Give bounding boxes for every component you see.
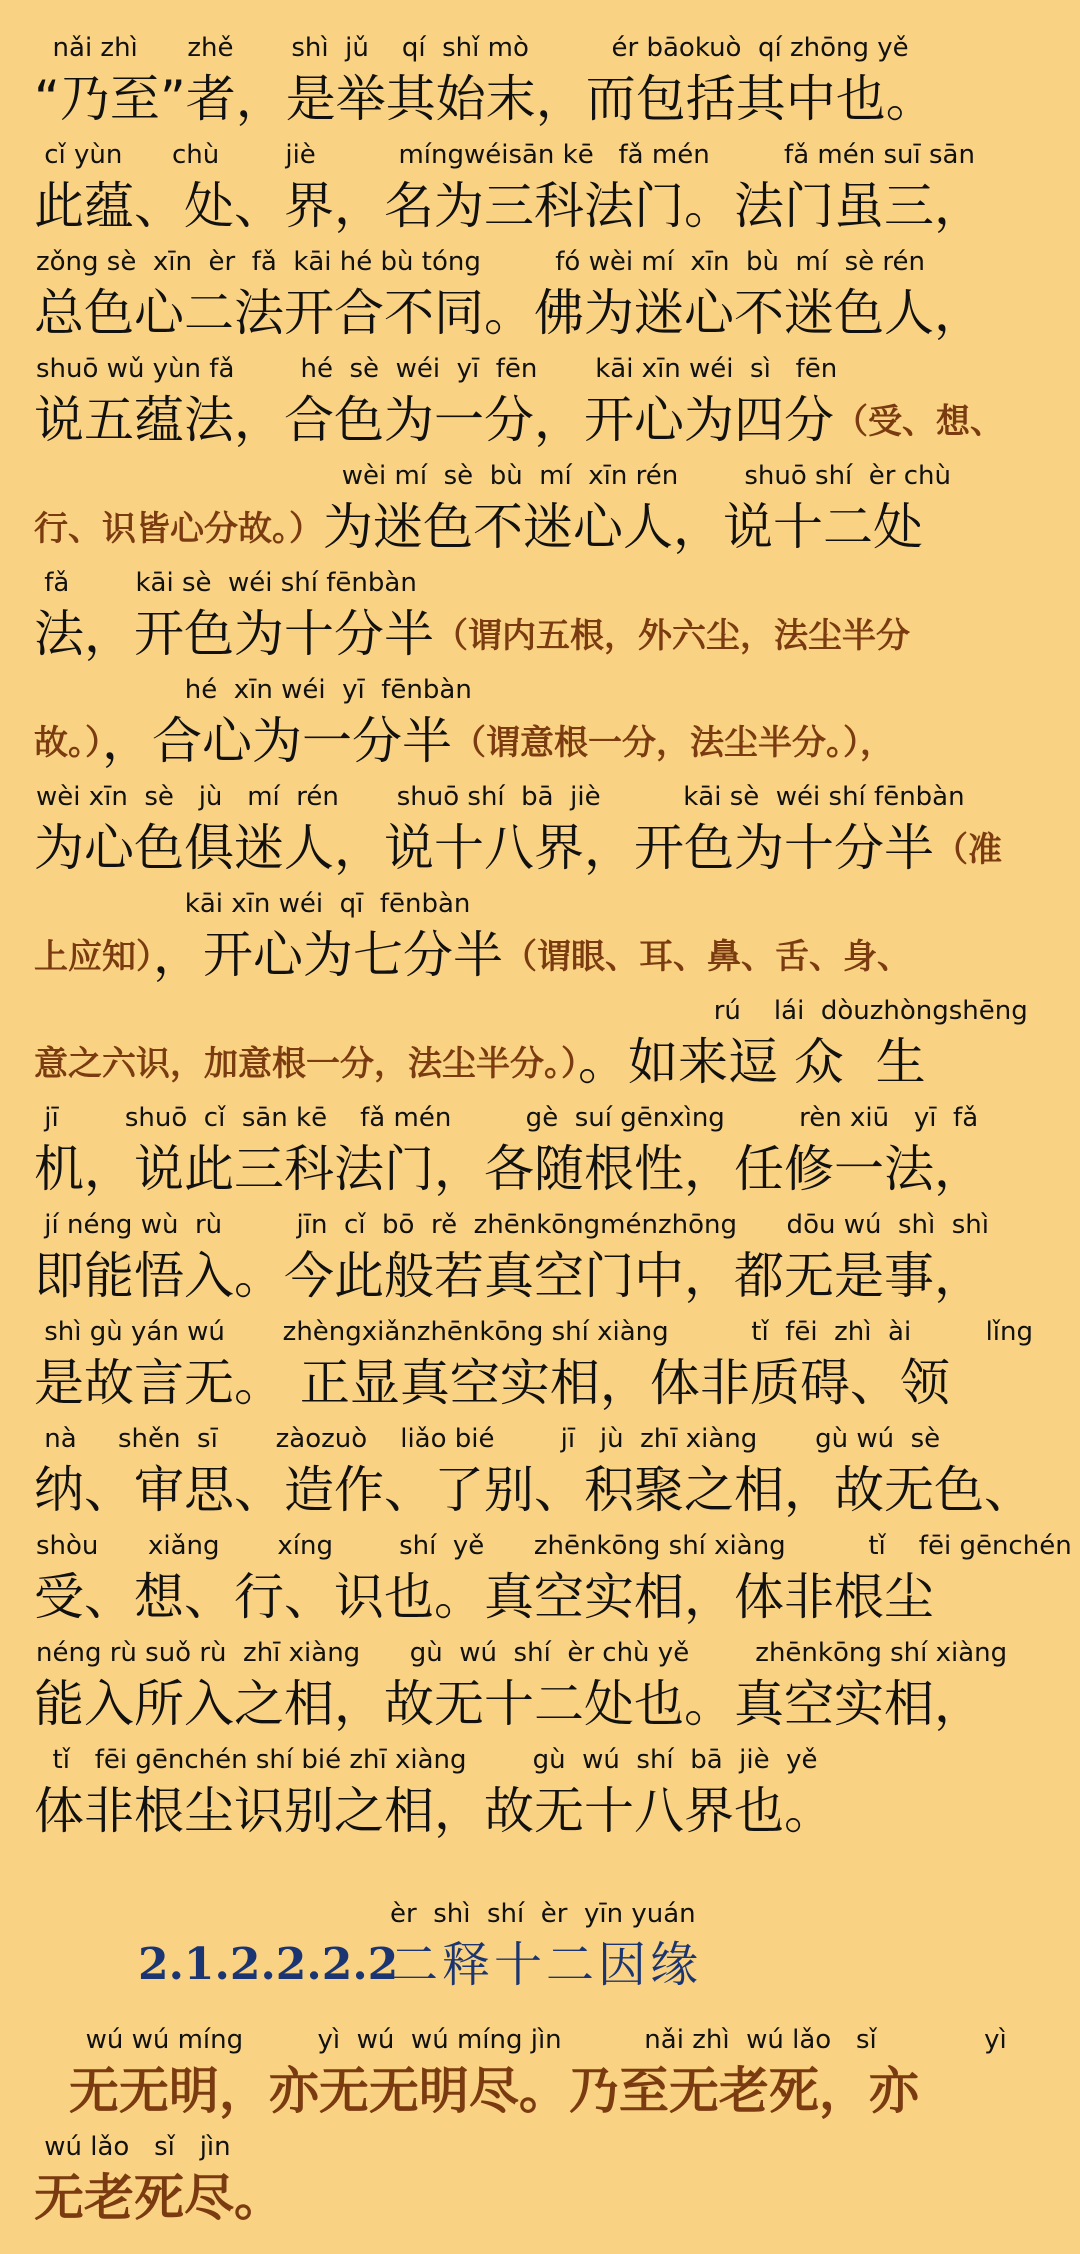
section-title: 二释十二因缘 bbox=[390, 1937, 703, 1993]
annotation-text: （谓眼、耳、鼻、舌、身、 bbox=[503, 937, 911, 977]
pinyin-line: tǐ fēi gēnchén shí bié zhī xiàng gù wú shí bā jiè yě bbox=[36, 1745, 818, 1775]
commentary-line bbox=[0, 993, 1080, 1095]
annotation-text: 上应知） bbox=[34, 937, 153, 977]
hanzi-line bbox=[0, 708, 1080, 774]
pinyin-line: néng rù suǒ rù zhī xiàng gù wú shí èr chù yě zhēnkōng shí xiàng bbox=[36, 1638, 1008, 1668]
body-text: 机，说此三科法门，各随根性，任修一法， bbox=[34, 1140, 984, 1198]
annotation-text: （准 bbox=[934, 830, 1002, 870]
pinyin-line: shòu xiǎng xíng shí yě zhēnkōng shí xiàng tǐ fēi gēnchén bbox=[36, 1531, 1072, 1561]
pinyin-line: shì gù yán wú zhèngxiǎnzhēnkōng shí xiàng tǐ fēi zhì ài lǐng bbox=[36, 1317, 1034, 1347]
hanzi-line bbox=[0, 1671, 1080, 1737]
body-text: 法，开色为十分半 bbox=[34, 605, 434, 663]
pinyin-line: nà shěn sī zàozuò liǎo bié jī jù zhī xiàng gù wú sè bbox=[36, 1424, 941, 1454]
pinyin-line: nǎi zhì zhě shì jǔ qí shǐ mò ér bāokuò qí zhōng yě bbox=[36, 33, 909, 63]
body-text: 此蕴、处、界，名为三科法门。法门虽三， bbox=[34, 177, 984, 235]
body-text: 即能悟入。今此般若真空门中，都无是事， bbox=[34, 1247, 984, 1305]
annotation-text: （谓内五根，外六尘，法尘半分 bbox=[434, 616, 910, 656]
body-text: 受、想、行、识也。真空实相，体非根尘 bbox=[34, 1568, 934, 1626]
sutra-pinyin: wú lǎo sǐ jìn bbox=[36, 2132, 231, 2162]
body-text: 说五蕴法，合色为一分，开心为四分 bbox=[34, 391, 834, 449]
annotation-text: 行、识皆心分故。） bbox=[34, 509, 323, 549]
commentary-line bbox=[0, 1528, 1080, 1630]
body-text: 是故言无。 正显真空实相，体非质碍、领 bbox=[34, 1354, 950, 1412]
commentary-line bbox=[0, 1100, 1080, 1202]
body-text: 。如来逗 众 生 bbox=[578, 1033, 926, 1091]
hanzi-line bbox=[0, 1778, 1080, 1844]
pinyin-line: wèi xīn sè jù mí rén shuō shí bā jiè kāi sè wéi shí fēnbàn bbox=[36, 782, 965, 812]
hanzi-line bbox=[0, 1243, 1080, 1309]
pinyin-line: cǐ yùn chù jiè míngwéisān kē fǎ mén fǎ mén suī sān bbox=[36, 140, 975, 170]
hanzi-line bbox=[0, 815, 1080, 881]
sutra-text: 无老死尽。 bbox=[34, 2168, 284, 2227]
sutra-line bbox=[0, 2022, 1080, 2124]
commentary-line bbox=[0, 1314, 1080, 1416]
pinyin-line: rú lái dòuzhòngshēng bbox=[36, 996, 1028, 1026]
hanzi-line bbox=[0, 1457, 1080, 1523]
body-text: ，合心为一分半 bbox=[102, 712, 452, 770]
commentary-line bbox=[0, 886, 1080, 988]
pinyin-line: jī shuō cǐ sān kē fǎ mén gè suí gēnxìng rèn xiū yī fǎ bbox=[36, 1103, 979, 1133]
sutra-text: 无无明，亦无无明尽。乃至无老死，亦 bbox=[34, 2061, 919, 2120]
commentary-line bbox=[0, 1207, 1080, 1309]
body-text: ，开心为七分半 bbox=[153, 926, 503, 984]
commentary-line bbox=[0, 30, 1080, 132]
body-text: 为心色俱迷人，说十八界，开色为十分半 bbox=[34, 819, 934, 877]
pinyin-line: kāi xīn wéi qī fēnbàn bbox=[36, 889, 471, 919]
pinyin-line: wèi mí sè bù mí xīn rén shuō shí èr chù bbox=[36, 461, 952, 491]
commentary-line bbox=[0, 672, 1080, 774]
commentary-line bbox=[0, 1421, 1080, 1523]
hanzi-line bbox=[0, 66, 1080, 132]
hanzi-line bbox=[0, 387, 1080, 453]
commentary-line bbox=[0, 565, 1080, 667]
hanzi-line bbox=[0, 280, 1080, 346]
sutra-pinyin: wú wú míng yì wú wú míng jìn nǎi zhì wú lǎo sǐ yì bbox=[36, 2025, 1007, 2055]
hanzi-line bbox=[0, 1029, 1080, 1095]
pinyin-line: shuō wǔ yùn fǎ hé sè wéi yī fēn kāi xīn wéi sì fēn bbox=[36, 354, 838, 384]
hanzi-line bbox=[0, 1564, 1080, 1630]
section-pinyin: èr shì shí èr yīn yuán bbox=[390, 1899, 696, 1929]
annotation-text: 故。） bbox=[34, 723, 102, 763]
body-text: 纳、审思、造作、了别、积聚之相，故无色、 bbox=[34, 1461, 1034, 1519]
hanzi-line bbox=[0, 1136, 1080, 1202]
pinyin-line: zǒng sè xīn èr fǎ kāi hé bù tóng fó wèi mí xīn bù mí sè rén bbox=[36, 247, 926, 277]
commentary-line bbox=[0, 244, 1080, 346]
pinyin-line: fǎ kāi sè wéi shí fēnbàn bbox=[36, 568, 417, 598]
commentary-line bbox=[0, 779, 1080, 881]
commentary-line bbox=[0, 458, 1080, 560]
annotation-text: （谓意根一分，法尘半分。）， bbox=[452, 723, 894, 763]
sutra-line bbox=[0, 2129, 1080, 2231]
commentary-line bbox=[0, 1635, 1080, 1737]
body-text: 总色心二法开合不同。佛为迷心不迷色人， bbox=[34, 284, 984, 342]
hanzi-line bbox=[0, 494, 1080, 560]
annotation-text: （受、想、 bbox=[834, 402, 1004, 442]
hanzi-line bbox=[0, 922, 1080, 988]
section-heading bbox=[0, 1896, 1080, 1998]
annotation-text: 意之六识，加意根一分，法尘半分。） bbox=[34, 1044, 578, 1084]
body-text: 体非根尘识别之相，故无十八界也。 bbox=[34, 1782, 834, 1840]
pinyin-line: hé xīn wéi yī fēnbàn bbox=[36, 675, 472, 705]
hanzi-line bbox=[0, 173, 1080, 239]
section-number: 2.1.2.2.2.2 bbox=[138, 1939, 399, 1990]
commentary-line bbox=[0, 351, 1080, 453]
hanzi-line bbox=[0, 601, 1080, 667]
hanzi-line bbox=[0, 1350, 1080, 1416]
commentary-line bbox=[0, 137, 1080, 239]
commentary-line bbox=[0, 1742, 1080, 1844]
pinyin-line: jí néng wù rù jīn cǐ bō rě zhēnkōngménzhōng dōu wú shì shì bbox=[36, 1210, 990, 1240]
body-text: 能入所入之相，故无十二处也。真空实相， bbox=[34, 1675, 984, 1733]
body-text: “乃至”者，是举其始末，而包括其中也。 bbox=[34, 70, 936, 128]
body-text: 为迷色不迷心人，说十二处 bbox=[323, 498, 923, 556]
